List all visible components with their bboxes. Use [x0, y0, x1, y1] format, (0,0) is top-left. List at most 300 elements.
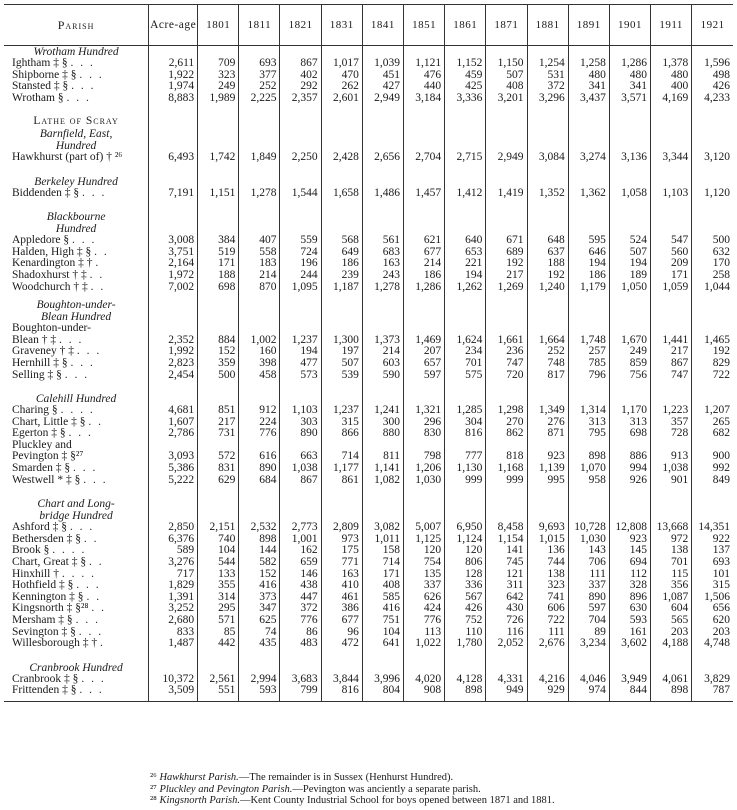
population-cell: 152	[198, 346, 239, 358]
population-cell: 410	[321, 580, 362, 592]
population-cell: 188	[198, 270, 239, 282]
table-row	[4, 405, 733, 417]
population-cell: 86	[280, 627, 321, 639]
population-cell: 972	[651, 534, 692, 546]
parish-name: Pevington ‡ §²⁷	[12, 451, 84, 463]
population-cell: 194	[445, 270, 486, 282]
leader-dots: .	[95, 258, 101, 270]
section-heading: Blean Hundred	[41, 311, 112, 324]
parish-name-line	[4, 440, 733, 452]
hundred-heading-row	[4, 223, 733, 235]
parish-cell	[4, 152, 149, 164]
leader-dots: . . .	[81, 673, 106, 685]
population-cell: 698	[198, 282, 239, 294]
parish-name: Selling ‡ §	[12, 369, 62, 381]
population-cell: 648	[527, 235, 568, 247]
population-cell: 701	[445, 358, 486, 370]
population-cell: 217	[651, 346, 692, 358]
population-cell: 867	[651, 358, 692, 370]
year-header: 1921	[692, 5, 733, 46]
population-cell: 958	[568, 475, 609, 487]
population-cell: 341	[609, 81, 650, 93]
acreage-cell: 1,974	[149, 81, 198, 93]
population-cell: 249	[609, 346, 650, 358]
population-cell: 880	[362, 428, 403, 440]
population-cell: 748	[527, 358, 568, 370]
population-cell: 186	[321, 258, 362, 270]
population-cell: 214	[404, 258, 445, 270]
population-cell: 426	[692, 81, 733, 93]
population-cell: 3,336	[445, 93, 486, 105]
population-cell: 110	[445, 627, 486, 639]
population-cell: 303	[280, 417, 321, 429]
population-cell: 806	[445, 557, 486, 569]
population-cell: 1,321	[404, 405, 445, 417]
population-cell: 359	[198, 358, 239, 370]
population-cell: 196	[280, 258, 321, 270]
population-cell: 9,693	[527, 522, 568, 534]
population-cell: 2,809	[321, 522, 362, 534]
population-cell: 1,038	[651, 463, 692, 475]
parish-cell	[4, 417, 149, 429]
population-cell: 567	[445, 592, 486, 604]
parish-name: Kenardington ‡ †	[12, 258, 93, 270]
population-cell: 3,184	[404, 93, 445, 105]
parish-cell	[4, 235, 149, 247]
parish-name: Halden, High ‡ §	[12, 246, 92, 258]
population-cell: 480	[609, 70, 650, 82]
population-cell: 459	[445, 70, 486, 82]
population-cell: 257	[568, 346, 609, 358]
population-cell: 2,676	[527, 638, 568, 650]
population-cell: 1,278	[362, 282, 403, 294]
parish-cell	[4, 463, 149, 475]
population-cell: 1,044	[692, 282, 733, 294]
population-cell: 113	[404, 627, 445, 639]
population-cell: 12,808	[609, 522, 650, 534]
population-cell: 923	[527, 451, 568, 463]
population-cell: 870	[239, 282, 280, 294]
population-cell: 313	[568, 417, 609, 429]
population-cell: 796	[568, 370, 609, 382]
population-cell: 171	[362, 569, 403, 581]
footnote: ²⁷ Pluckley and Pevington Parish.—Pevington was anciently a separate parish.	[150, 783, 481, 795]
acreage-cell: 6,493	[149, 152, 198, 164]
population-cell: 337	[568, 580, 609, 592]
population-cell: 265	[692, 417, 733, 429]
population-cell: 1,179	[568, 282, 609, 294]
spacer-row	[4, 164, 733, 176]
population-cell: 776	[239, 428, 280, 440]
population-cell: 1,465	[692, 335, 733, 347]
population-cell: 1,269	[486, 282, 527, 294]
population-cell: 831	[198, 463, 239, 475]
lathe-heading-row	[4, 116, 733, 128]
population-cell: 630	[609, 603, 650, 615]
acreage-cell: 1,829	[149, 580, 198, 592]
population-cell: 336	[445, 580, 486, 592]
spacer-row	[4, 381, 733, 393]
population-cell: 646	[568, 247, 609, 259]
table-row	[4, 417, 733, 429]
population-cell: 890	[239, 463, 280, 475]
leader-dots: . . .	[64, 369, 90, 381]
population-cell: 745	[486, 557, 527, 569]
population-cell: 158	[362, 545, 403, 557]
population-cell: 258	[692, 270, 733, 282]
leader-dots: . .	[88, 416, 103, 428]
leader-dots: . .	[88, 557, 104, 569]
table-row	[4, 475, 733, 487]
population-cell: 480	[651, 70, 692, 82]
table-row	[4, 346, 733, 358]
population-cell: 4,233	[692, 93, 733, 105]
population-cell: 714	[362, 557, 403, 569]
population-cell: 1,237	[280, 335, 321, 347]
population-cell: 625	[239, 615, 280, 627]
parish-name: Pluckley and	[12, 439, 72, 451]
parish-cell	[4, 592, 149, 604]
population-cell: 145	[609, 545, 650, 557]
population-cell: 747	[486, 358, 527, 370]
population-cell: 183	[239, 258, 280, 270]
population-cell: 776	[404, 615, 445, 627]
population-cell: 4,748	[692, 638, 733, 650]
population-cell: 744	[527, 557, 568, 569]
population-cell: 1,412	[445, 188, 486, 200]
section-heading: Lathe of Scray	[33, 116, 119, 128]
parish-name: Kennington ‡ §	[12, 591, 84, 603]
population-cell: 671	[486, 235, 527, 247]
population-cell: 1,596	[692, 58, 733, 70]
parish-name: Egerton ‡ §	[12, 428, 66, 440]
population-cell: 851	[198, 405, 239, 417]
population-cell: 890	[280, 428, 321, 440]
acreage-cell: 1,992	[149, 346, 198, 358]
population-cell: 1,103	[651, 188, 692, 200]
population-cell: 498	[692, 70, 733, 82]
table-row	[4, 235, 733, 247]
population-cell: 507	[321, 358, 362, 370]
parish-cell	[4, 534, 149, 546]
population-cell: 849	[692, 475, 733, 487]
section-heading: Barnfield, East,	[39, 127, 113, 140]
population-cell: 992	[692, 463, 733, 475]
population-cell: 720	[486, 370, 527, 382]
population-cell: 207	[404, 346, 445, 358]
population-cell: 4,169	[651, 93, 692, 105]
leader-dots: . . .	[75, 615, 100, 626]
population-cell: 438	[280, 580, 321, 592]
population-cell: 698	[609, 428, 650, 440]
population-cell: 292	[280, 81, 321, 93]
section-heading: Chart and Long-	[37, 498, 115, 511]
acreage-cell: 3,008	[149, 235, 198, 247]
leader-dots: . . .	[70, 357, 95, 369]
population-cell: 684	[239, 475, 280, 487]
population-cell: 994	[609, 463, 650, 475]
year-header: 1831	[321, 5, 362, 46]
acreage-cell: 1,607	[149, 417, 198, 429]
population-cell: 1,150	[486, 58, 527, 70]
population-cell: 128	[445, 569, 486, 581]
population-cell: 884	[198, 335, 239, 347]
table-row	[4, 70, 733, 82]
population-cell: 1,352	[527, 188, 568, 200]
hundred-heading-row	[4, 311, 733, 323]
population-cell: 593	[609, 615, 650, 627]
population-cell: 683	[362, 247, 403, 259]
leader-dots: . . . .	[60, 405, 95, 417]
leader-dots: . . .	[79, 685, 104, 697]
population-cell: 898	[445, 685, 486, 697]
acreage-cell: 589	[149, 545, 198, 557]
year-header: 1911	[651, 5, 692, 46]
population-cell: 629	[198, 475, 239, 487]
spacer-row	[4, 199, 733, 211]
population-cell: 480	[568, 70, 609, 82]
population-cell: 844	[609, 685, 650, 697]
acreage-cell: 7,191	[149, 188, 198, 200]
population-cell: 217	[486, 270, 527, 282]
population-cell: 402	[280, 70, 321, 82]
section-heading: Cranbrook Hundred	[29, 661, 123, 674]
population-cell: 162	[280, 545, 321, 557]
leader-dots: . . .	[76, 580, 101, 592]
population-cell: 1,103	[280, 405, 321, 417]
population-cell: 787	[692, 685, 733, 697]
population-cell: 171	[198, 258, 239, 270]
population-cell: 817	[527, 370, 568, 382]
population-cell: 561	[362, 235, 403, 247]
population-cell: 923	[609, 534, 650, 546]
population-cell: 829	[692, 358, 733, 370]
population-cell: 311	[486, 580, 527, 592]
population-cell: 101	[692, 569, 733, 581]
leader-dots: . .	[91, 603, 106, 615]
parish-cell	[4, 685, 149, 697]
parish-name: Hernhill ‡ §	[12, 357, 68, 369]
population-cell: 926	[609, 475, 650, 487]
population-cell: 111	[568, 569, 609, 581]
population-cell: 693	[239, 58, 280, 70]
population-cell: 3,344	[651, 152, 692, 164]
population-cell: 575	[445, 370, 486, 382]
table-row	[4, 557, 733, 569]
population-cell: 186	[568, 270, 609, 282]
population-cell: 143	[568, 545, 609, 557]
population-cell: 112	[609, 569, 650, 581]
leader-dots: . .	[83, 533, 99, 545]
year-header: 1851	[404, 5, 445, 46]
hundred-heading-row	[4, 498, 733, 510]
year-header: 1891	[568, 5, 609, 46]
population-cell: 568	[321, 235, 362, 247]
population-cell: 682	[692, 428, 733, 440]
population-cell: 341	[568, 81, 609, 93]
parish-name: Stansted ‡ §	[12, 81, 69, 93]
parish-cell	[4, 638, 149, 650]
population-cell: 2,052	[486, 638, 527, 650]
population-cell: 656	[692, 603, 733, 615]
parish-name: Cranbrook ‡ §	[12, 673, 79, 685]
population-cell: 1,258	[568, 58, 609, 70]
population-cell: 89	[568, 627, 609, 639]
population-cell: 776	[280, 615, 321, 627]
population-cell: 189	[609, 270, 650, 282]
population-cell: 898	[239, 534, 280, 546]
population-cell: 689	[486, 247, 527, 259]
population-cell: 1,457	[404, 188, 445, 200]
population-cell: 637	[527, 247, 568, 259]
population-cell: 192	[527, 270, 568, 282]
population-cell: 3,437	[568, 93, 609, 105]
population-cell: 1,001	[280, 534, 321, 546]
population-cell: 912	[239, 405, 280, 417]
parish-cell	[4, 603, 149, 615]
population-cell: 559	[280, 235, 321, 247]
parish-cell	[4, 282, 149, 294]
year-header: 1821	[280, 5, 321, 46]
parish-cell	[4, 270, 149, 282]
table-row	[4, 638, 733, 650]
population-cell: 2,225	[239, 93, 280, 105]
population-cell: 1,121	[404, 58, 445, 70]
population-cell: 724	[280, 247, 321, 259]
population-cell: 3,683	[280, 674, 321, 686]
population-cell: 384	[198, 235, 239, 247]
table-body	[4, 46, 733, 702]
population-cell: 96	[321, 627, 362, 639]
population-cell: 571	[198, 615, 239, 627]
population-cell: 203	[692, 627, 733, 639]
population-cell: 115	[651, 569, 692, 581]
parish-name: Sevington ‡ §	[12, 626, 76, 638]
population-cell: 239	[321, 270, 362, 282]
population-cell: 160	[239, 346, 280, 358]
population-cell: 663	[280, 451, 321, 463]
population-cell: 1,241	[362, 405, 403, 417]
acreage-cell: 2,823	[149, 358, 198, 370]
population-cell: 1,058	[609, 188, 650, 200]
population-cell: 194	[280, 346, 321, 358]
parish-name: Chart, Little ‡ §	[12, 416, 86, 428]
acreage-cell: 10,372	[149, 674, 198, 686]
population-cell: 752	[445, 615, 486, 627]
population-cell: 221	[445, 258, 486, 270]
table-row	[4, 674, 733, 686]
population-cell: 867	[280, 58, 321, 70]
population-cell: 1,441	[651, 335, 692, 347]
population-cell: 249	[198, 81, 239, 93]
population-cell: 427	[362, 81, 403, 93]
population-cell: 1,223	[651, 405, 692, 417]
population-cell: 597	[404, 370, 445, 382]
spacer-row	[4, 104, 733, 116]
footnotes	[150, 772, 555, 807]
population-cell: 1,177	[321, 463, 362, 475]
population-cell: 785	[568, 358, 609, 370]
parish-name: Boughton-under-	[12, 323, 91, 335]
parish-name: Hawkhurst (part of) † ²⁶	[12, 151, 123, 163]
population-cell: 816	[321, 685, 362, 697]
year-header: 1901	[609, 5, 650, 46]
parish-cell	[4, 81, 149, 93]
population-cell: 440	[404, 81, 445, 93]
parish-name: Willesborough ‡ †	[12, 638, 98, 650]
leader-dots: . . .	[79, 69, 104, 81]
population-cell: 1,314	[568, 405, 609, 417]
population-cell: 626	[404, 592, 445, 604]
acreage-cell: 8,883	[149, 93, 198, 105]
population-cell: 547	[651, 235, 692, 247]
population-cell: 1,661	[486, 335, 527, 347]
leader-dots: . . . .	[61, 568, 96, 580]
spacer-row	[4, 697, 733, 702]
population-cell: 1,124	[445, 534, 486, 546]
leader-dots: . . .	[58, 334, 84, 346]
hundred-heading-row	[4, 211, 733, 223]
leader-dots: . . .	[76, 346, 102, 358]
population-cell: 1,015	[527, 534, 568, 546]
parish-name: Wrotham §	[12, 92, 64, 104]
population-cell: 2,250	[280, 152, 321, 164]
population-cell: 3,571	[609, 93, 650, 105]
population-cell: 3,844	[321, 674, 362, 686]
population-cell: 949	[486, 685, 527, 697]
acreage-cell: 1,391	[149, 592, 198, 604]
leader-dots: . . .	[71, 81, 96, 93]
population-cell: 4,061	[651, 674, 692, 686]
acreage-cell: 2,680	[149, 615, 198, 627]
population-cell: 8,458	[486, 522, 527, 534]
leader-dots: . . .	[72, 235, 97, 247]
population-cell: 1,624	[445, 335, 486, 347]
population-cell: 192	[486, 258, 527, 270]
population-cell: 1,038	[280, 463, 321, 475]
population-cell: 111	[527, 627, 568, 639]
population-cell: 163	[321, 569, 362, 581]
table-row	[4, 603, 733, 615]
parish-cell	[4, 247, 149, 259]
population-cell: 890	[568, 592, 609, 604]
population-cell: 974	[568, 685, 609, 697]
table-row	[4, 615, 733, 627]
acreage-cell: 2,786	[149, 428, 198, 440]
population-cell: 2,151	[198, 522, 239, 534]
population-cell: 701	[651, 557, 692, 569]
population-cell: 372	[280, 603, 321, 615]
table-row	[4, 152, 733, 164]
population-cell: 304	[445, 417, 486, 429]
population-cell: 138	[651, 545, 692, 557]
population-cell: 2,532	[239, 522, 280, 534]
population-cell: 116	[486, 627, 527, 639]
population-cell: 751	[362, 615, 403, 627]
parish-header: Parish	[4, 5, 149, 46]
table-row	[4, 58, 733, 70]
acreage-cell: 3,252	[149, 603, 198, 615]
population-cell: 447	[280, 592, 321, 604]
population-cell: 4,128	[445, 674, 486, 686]
population-cell: 922	[692, 534, 733, 546]
population-cell: 171	[651, 270, 692, 282]
table-row	[4, 685, 733, 697]
population-cell: 14,351	[692, 522, 733, 534]
population-cell: 866	[321, 428, 362, 440]
population-cell: 323	[527, 580, 568, 592]
population-cell: 867	[280, 475, 321, 487]
